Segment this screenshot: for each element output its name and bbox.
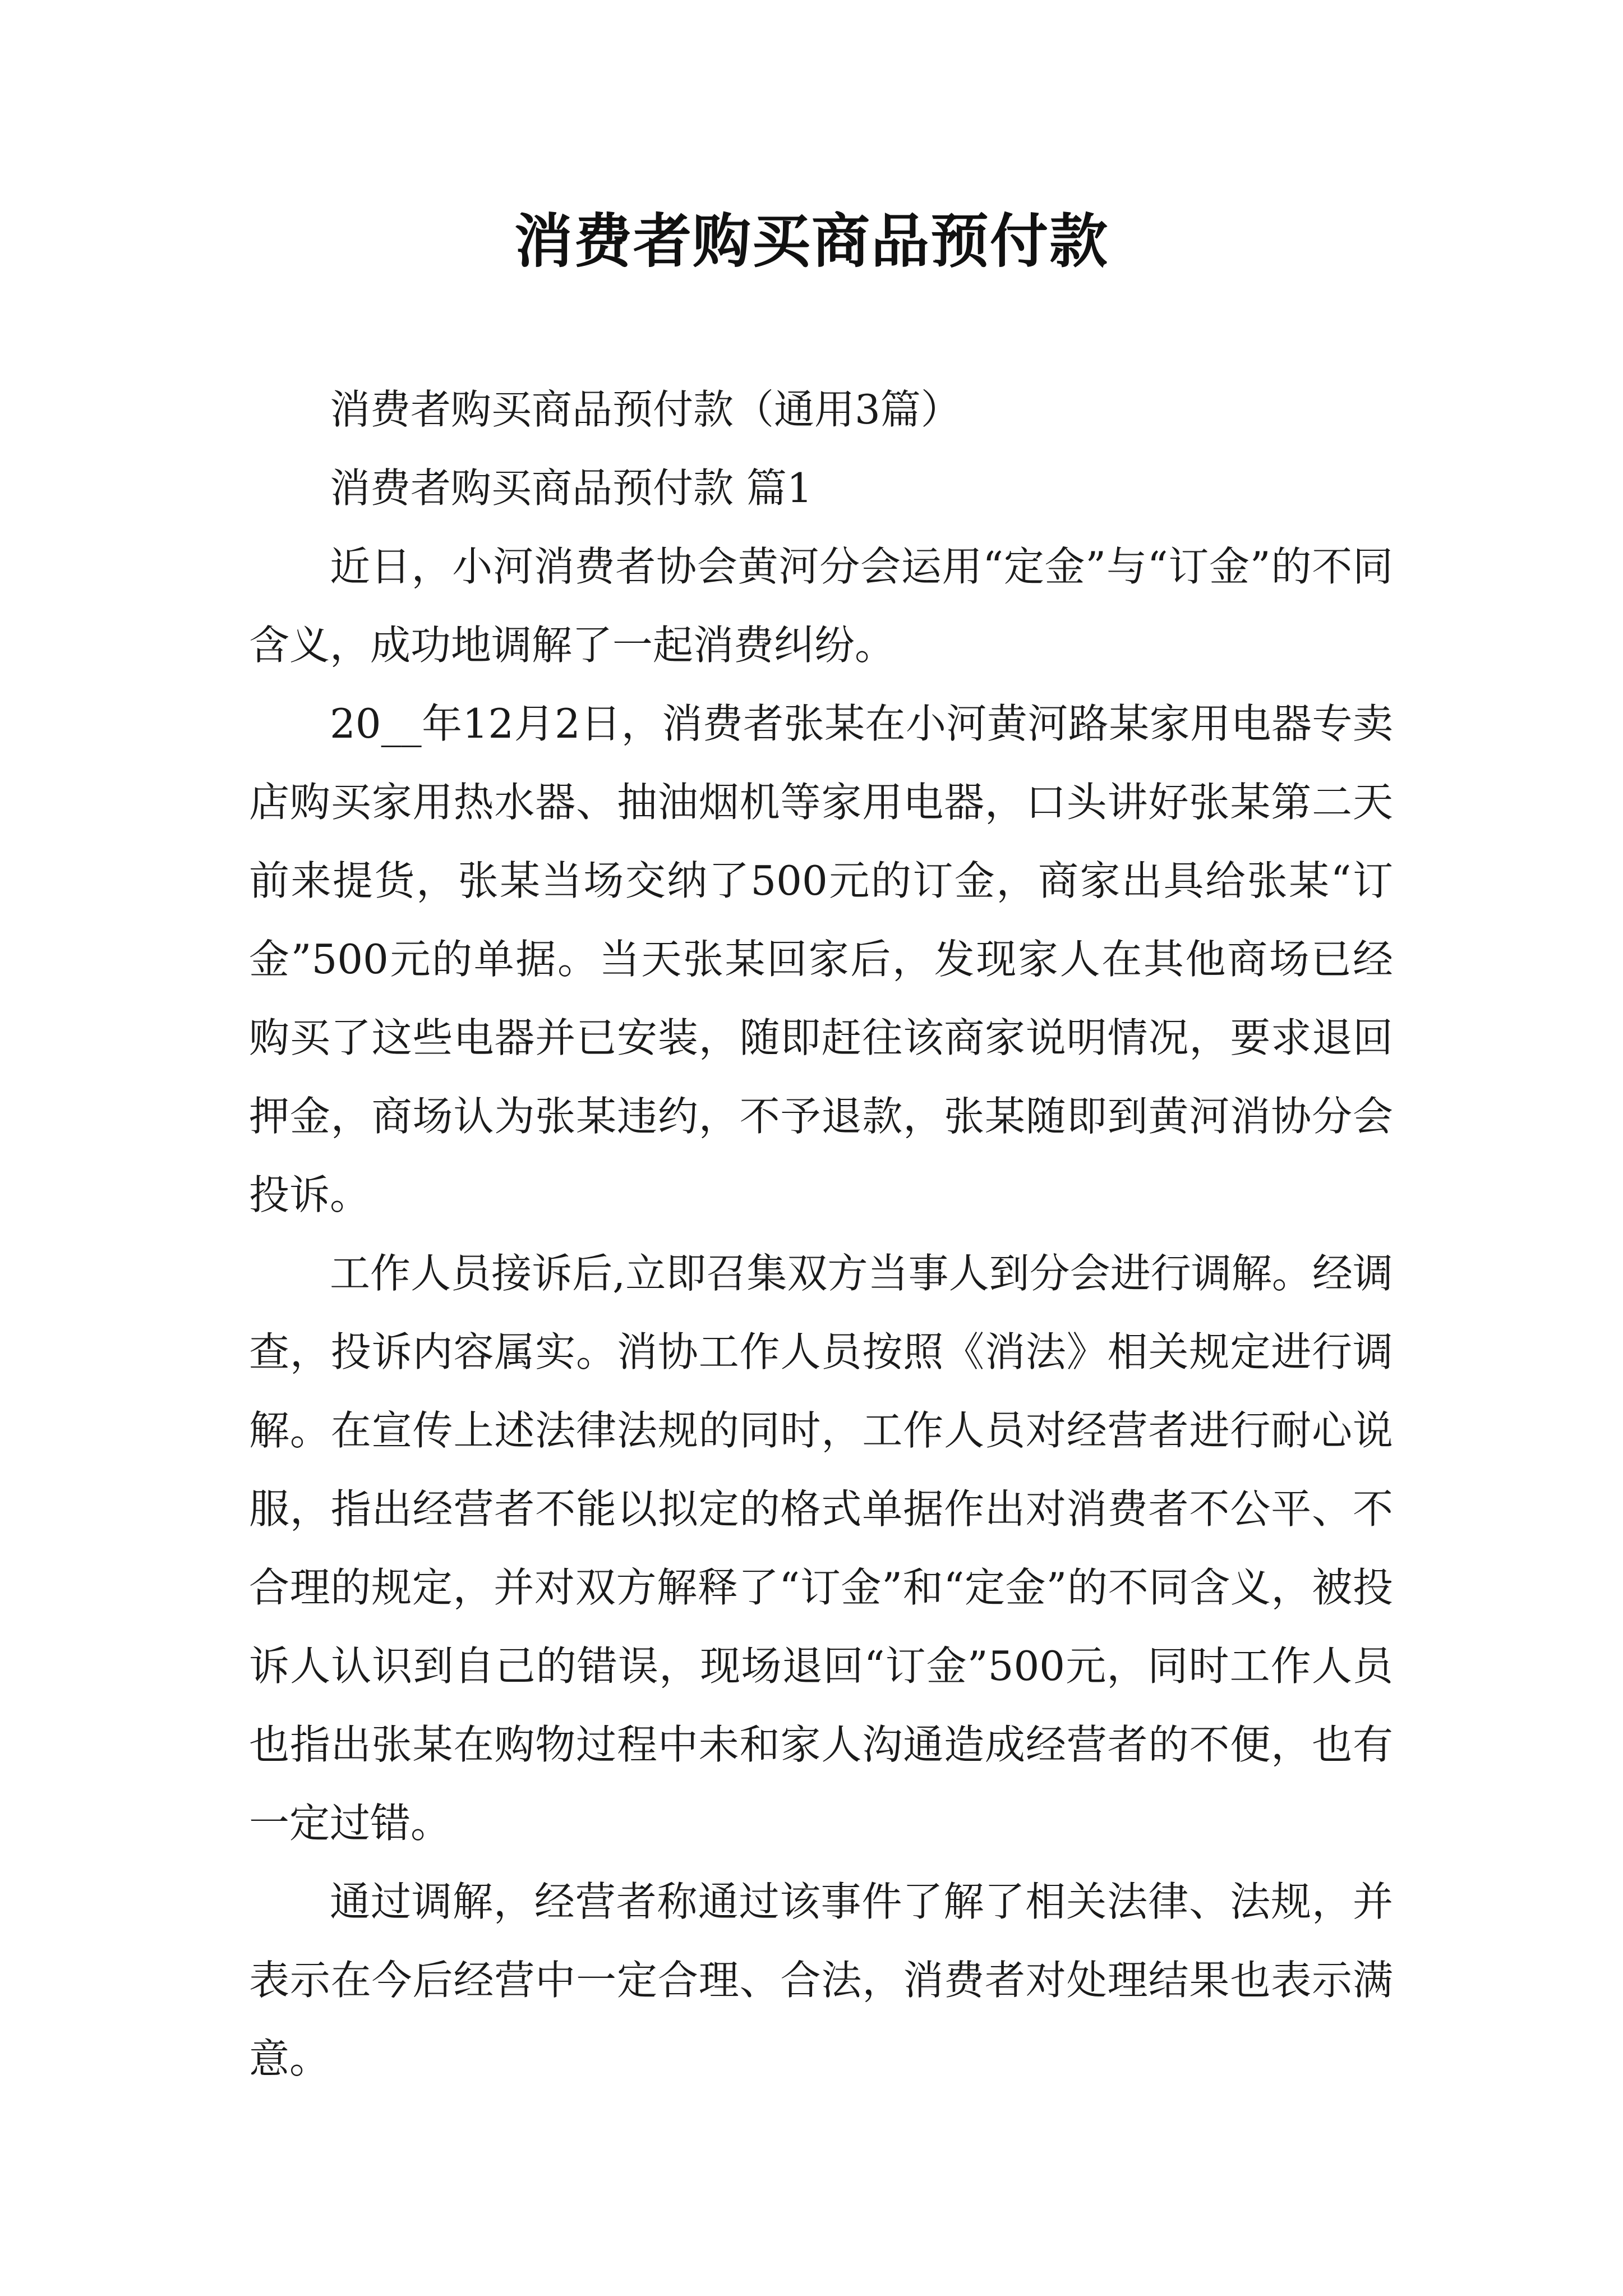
paragraph: 20__年12月2日，消费者张某在小河黄河路某家用电器专卖店购买家用热水器、抽油烟机等家用电器，口头讲好张某第二天前来提货，张某当场交纳了500元的订金，商家出具给张某“订金”500元的单据。当天张某回家后，发现家人在其他商场已经购买了这些电器并已安装，随即赶往该商家说明情况，要求退回押金，商场认为张某违约，不予退款，张某随即到黄河消协分会投诉。 bbox=[249, 700, 1393, 1218]
paragraph: 近日，小河消费者协会黄河分会运用“定金”与“订金”的不同含义，成功地调解了一起消费纠纷。 bbox=[249, 543, 1393, 669]
section-heading: 消费者购买商品预付款 篇1 bbox=[330, 464, 813, 512]
document-body bbox=[249, 370, 1393, 2098]
document-subtitle: 消费者购买商品预付款（通用3篇） bbox=[330, 386, 961, 433]
paragraph: 工作人员接诉后,立即召集双方当事人到分会进行调解。经调查，投诉内容属实。消协工作人员按照《消法》相关规定进行调解。在宣传上述法律法规的同时，工作人员对经营者进行耐心说服，指出经营者不能以拟定的格式单据作出对消费者不公平、不合理的规定，并对双方解释了“订金”和“定金”的不同含义，被投诉人认识到自己的错误，现场退回“订金”500元，同时工作人员也指出张某在购物过程中未和家人沟通造成经营者的不便，也有一定过错。 bbox=[249, 1250, 1393, 1847]
document-title: 消费者购买商品预付款 bbox=[514, 206, 1109, 275]
paragraph: 通过调解，经营者称通过该事件了解了相关法律、法规，并表示在今后经营中一定合理、合法，消费者对处理结果也表示满意。 bbox=[249, 1878, 1393, 2082]
